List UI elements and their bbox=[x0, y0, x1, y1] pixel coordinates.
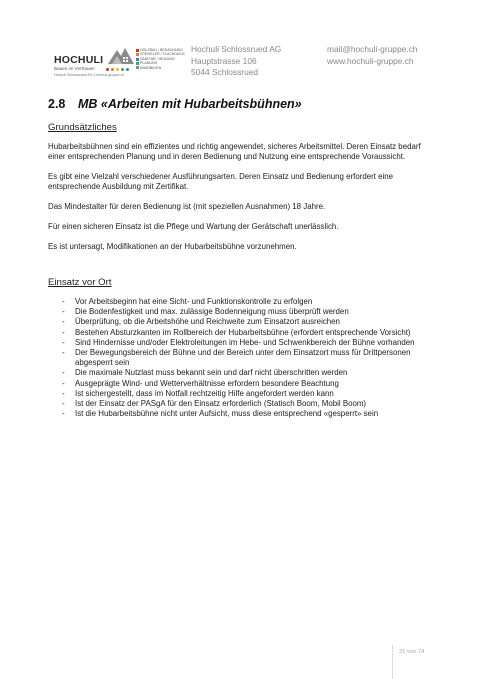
heading-grundsaetzliches: Grundsätzliches bbox=[48, 122, 117, 133]
paragraph: Es ist untersagt, Modifikationen an der Hubarbeitsbühne vorzunehmen. bbox=[48, 241, 297, 251]
list-item: - Die Bodenfestigkeit und max. zulässige Bodenneigung muss überprüft werden bbox=[48, 307, 440, 317]
logo-dot bbox=[116, 68, 119, 71]
logo-service-label: SANITÄR / HEIZUNG bbox=[140, 56, 175, 61]
list-item: - Sind Hindernisse und/oder Elektroleitungen im Hebe- und Schwenkbereich der Bühne vorhanden bbox=[48, 338, 440, 348]
page-number: 31 von 74 bbox=[399, 649, 425, 655]
list-item: - Ist der Einsatz der PASgA für den Einsatz erforderlich (Statisch Boom, Mobil Boom) bbox=[48, 399, 440, 409]
list-item: - Bestehen Absturzkanten im Rollbereich der Hubarbeitsbühne (erfordert entsprechende Vorsicht) bbox=[48, 328, 440, 338]
logo-service-list bbox=[136, 48, 185, 70]
list-item: - Überprüfung, ob die Arbeitshöhe und Reichweite zum Einsatzort ausreichen bbox=[48, 317, 440, 327]
page-header bbox=[0, 44, 480, 84]
company-contact bbox=[327, 44, 417, 67]
logo-dots bbox=[106, 68, 129, 71]
list-item: - Der Bewegungsbereich der Bühne und der Bereich unter dem Einsatzort muss für Drittpersonen abgesperrt sein bbox=[48, 348, 440, 368]
page-footer bbox=[392, 645, 441, 679]
list-item: - Ist die Hubarbeitsbühne nicht unter Aufsicht, muss diese entsprechend «gesperrt» sein bbox=[48, 409, 440, 419]
logo-tagline: Bauen im Vertrauen bbox=[54, 66, 95, 71]
contact-email: mail@hochuli-gruppe.ch bbox=[327, 44, 418, 54]
service-color-square bbox=[136, 58, 139, 61]
logo-service-label: HOLZBAU / BEDACHUNG bbox=[140, 48, 183, 52]
roof-icon bbox=[108, 46, 134, 64]
list-item: - Ausgeprägte Wind- und Wetterverhältnisse erfordern besondere Beachtung bbox=[48, 379, 440, 389]
company-address bbox=[191, 44, 281, 79]
section-number: 2.8 bbox=[48, 97, 66, 111]
list-item: - Die maximale Nutzlast muss bekannt sein und darf nicht überschritten werden bbox=[48, 368, 440, 378]
heading-einsatz-vor-ort: Einsatz vor Ort bbox=[48, 277, 112, 288]
contact-website: www.hochuli-gruppe.ch bbox=[327, 55, 414, 66]
section-title bbox=[48, 97, 302, 111]
logo-service-label: PLANUNG bbox=[140, 61, 158, 66]
logo-dot bbox=[121, 68, 124, 71]
list-item: - Vor Arbeitsbeginn hat eine Sicht- und Funktionskontrolle zu erfolgen bbox=[48, 297, 440, 307]
address-line-city: 5044 Schlossrued bbox=[191, 67, 259, 77]
einsatz-list bbox=[48, 297, 440, 419]
address-line-street: Hauptstrasse 106 bbox=[191, 55, 257, 66]
logo-service-item bbox=[136, 66, 185, 70]
service-color-square bbox=[136, 66, 139, 69]
paragraph: Das Mindestalter für deren Bedienung ist (mit speziellen Ausnahmen) 18 Jahre. bbox=[48, 202, 326, 211]
service-color-square bbox=[136, 62, 139, 65]
logo-service-label: IMMOBILIEN bbox=[140, 65, 162, 70]
logo-service-label: SPENGLER / FLACHDACH bbox=[140, 52, 185, 57]
address-line-company: Hochuli Schlossrued AG bbox=[191, 44, 282, 54]
logo-dot bbox=[111, 68, 114, 71]
logo-dot bbox=[126, 68, 129, 71]
paragraph: Hubarbeitsbühnen sind ein effizientes und richtig angewendet, sicheres Arbeitsmittel. Deren Einsatz bedarf einer entsprechenden Planung und in deren Bedienung und Nutzung eine entsprechende Voraussicht. bbox=[48, 142, 421, 162]
service-color-square bbox=[136, 53, 139, 56]
list-item: - Ist sichergestellt, dass im Notfall rechtzeitig Hilfe angefordert werden kann bbox=[48, 389, 440, 399]
section-title-text: MB «Arbeiten mit Hubarbeitsbühnen» bbox=[78, 97, 302, 111]
company-logo bbox=[54, 46, 185, 80]
grundsaetzliches-body bbox=[48, 142, 440, 261]
logo-subline: Hochuli Schlossrued AG | hochuli-gruppe.ch bbox=[54, 73, 125, 77]
paragraph: Für einen sicheren Einsatz ist die Pflege und Wartung der Gerätschaft unerlässlich. bbox=[48, 221, 339, 231]
paragraph: Es gibt eine Vielzahl verschiedener Ausführungsarten. Deren Einsatz und Bedienung erfordert eine entsprechende Ausbildung mit Zertifikat. bbox=[48, 172, 394, 192]
service-color-square bbox=[136, 49, 139, 52]
logo-name: HOCHULI bbox=[54, 54, 104, 66]
logo-dot bbox=[106, 68, 109, 71]
